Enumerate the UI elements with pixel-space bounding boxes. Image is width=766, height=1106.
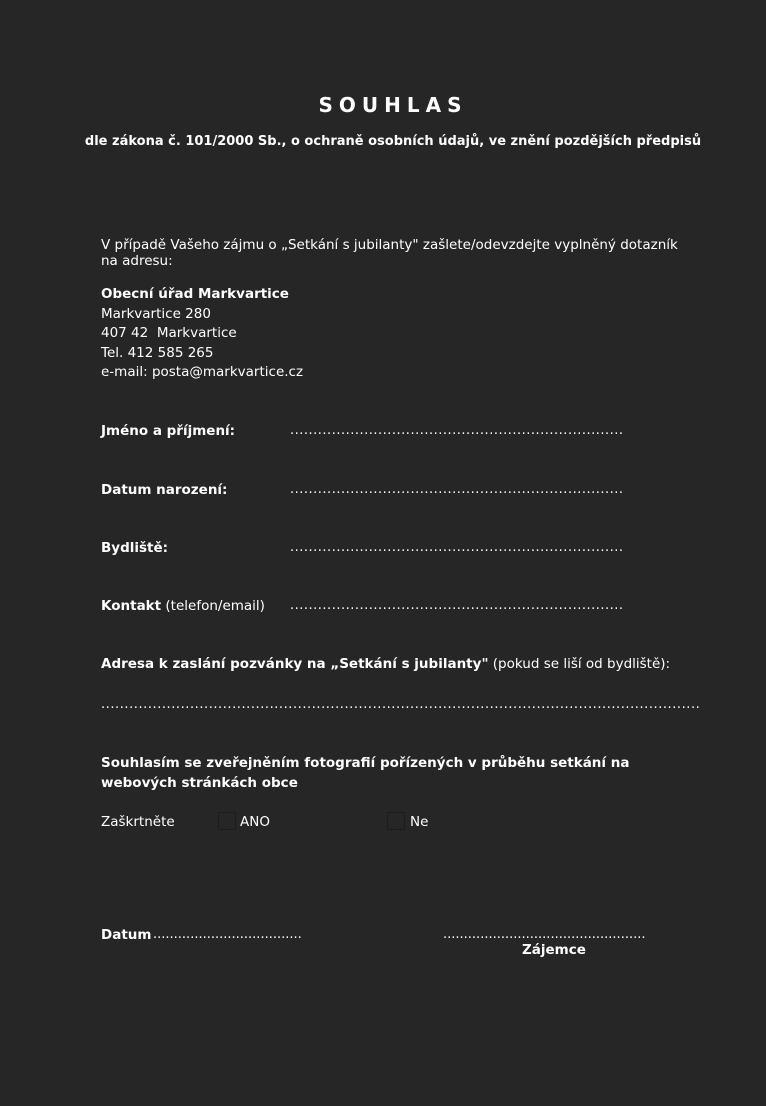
invite-label-bold: Adresa k zaslání pozvánky na „Setkání s jubilanty" [101, 656, 489, 672]
contact-label-note: (telefon/email) [161, 598, 265, 614]
address-name: Obecní úřad Markvartice [101, 286, 289, 302]
residence-label: Bydliště: [101, 540, 169, 556]
contact-label-bold: Kontakt [101, 598, 162, 614]
signature-field[interactable]: ................................................. [443, 927, 646, 942]
no-label: Ne [410, 814, 429, 830]
date-label: Datum [101, 927, 152, 943]
birthdate-field[interactable]: ........................................................................ [290, 482, 624, 497]
residence-field[interactable]: ........................................................................ [290, 540, 624, 555]
contact-label [101, 598, 265, 614]
intro-text: V případě Vašeho zájmu o „Setkání s jubilanty" zašlete/odevzdejte vyplněný dotazník na adresu: [101, 237, 678, 269]
invite-address-field[interactable]: ................................................................................................................................ [101, 697, 701, 712]
invite-label-note: (pokud se liší od bydliště): [488, 656, 671, 672]
document-subtitle: dle zákona č. 101/2000 Sb., o ochraně osobních údajů, ve znění pozdějších předpisů [84, 134, 702, 149]
address-phone: Tel. 412 585 265 [101, 344, 214, 361]
no-checkbox[interactable] [387, 812, 405, 830]
contact-field[interactable]: ........................................................................ [290, 598, 624, 613]
date-field[interactable]: .................................... [153, 927, 302, 942]
name-field[interactable]: ........................................................................ [290, 423, 624, 438]
signature-label: Zájemce [522, 942, 586, 958]
address-email: e-mail: posta@markvartice.cz [101, 364, 304, 380]
yes-label: ANO [240, 814, 270, 830]
photo-consent-text: Souhlasím se zveřejněním fotografií pořízených v průběhu setkání na webových stránkách obce [101, 755, 630, 791]
invite-address-label [101, 656, 670, 672]
address-street: Markvartice 280 [101, 305, 211, 322]
document-title: SOUHLAS [318, 93, 468, 117]
yes-checkbox[interactable] [218, 812, 236, 830]
birthdate-label: Datum narození: [101, 482, 228, 498]
address-city: 407 42 Markvartice [101, 325, 237, 341]
address-block [101, 285, 303, 383]
check-prompt: Zaškrtněte [101, 814, 175, 830]
name-label: Jméno a příjmení: [101, 423, 236, 439]
